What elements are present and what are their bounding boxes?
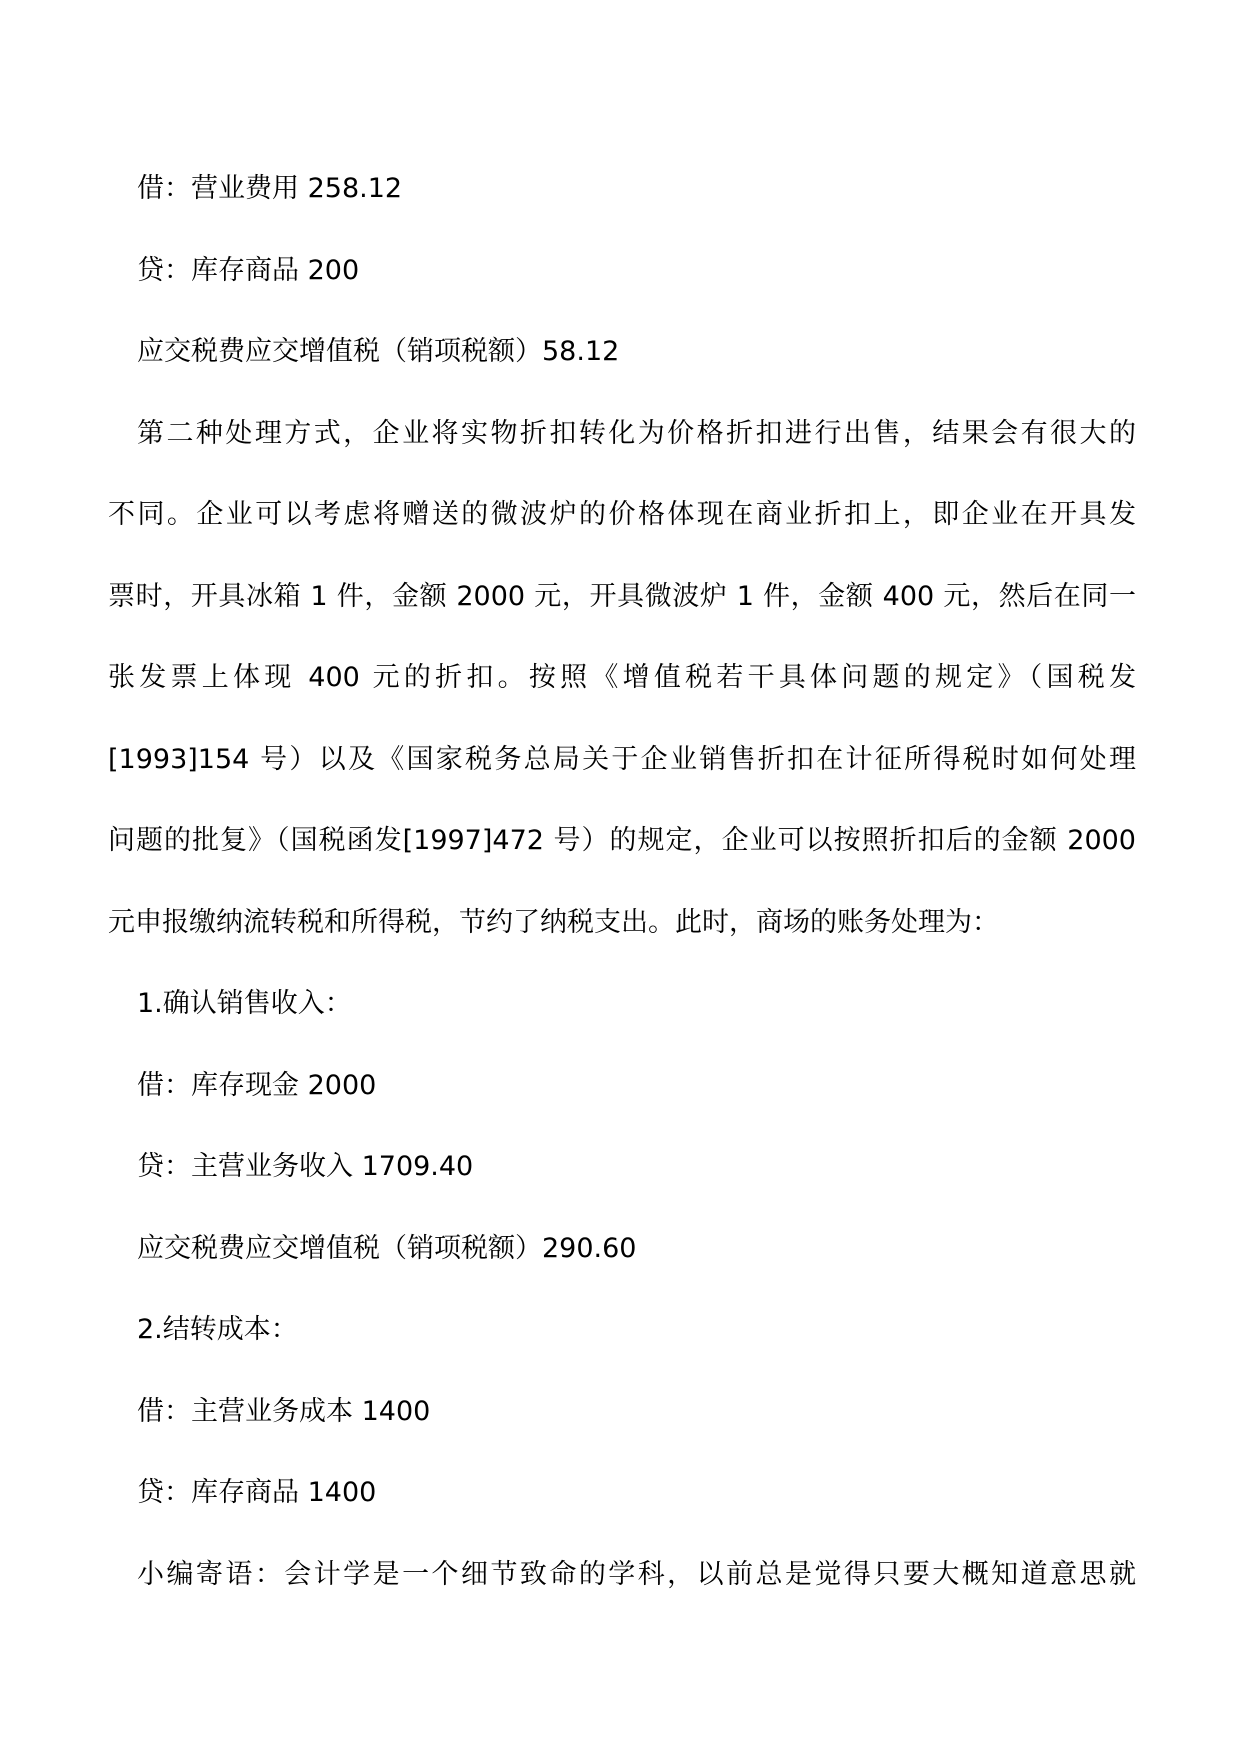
entry-credit-inventory: 贷：库存商品 200 [137, 254, 360, 286]
paragraph-line: 张发票上体现 400 元的折扣。按照《增值税若干具体问题的规定》（国税发 [108, 662, 1136, 693]
paragraph-line: 票时，开具冰箱 1 件，金额 2000 元，开具微波炉 1 件，金额 400 元，然后在同一 [108, 580, 1136, 612]
step-heading: 2.结转成本： [137, 1314, 298, 1345]
entry-debit-cost: 借：主营业务成本 1400 [137, 1395, 431, 1427]
entry-credit-inventory: 贷：库存商品 1400 [137, 1477, 377, 1508]
paragraph-line: 第二种处理方式，企业将实物折扣转化为价格折扣进行出售，结果会有很大的 [137, 417, 1136, 449]
document-page [108, 148, 1136, 1615]
paragraph-line: 不同。企业可以考虑将赠送的微波炉的价格体现在商业折扣上，即企业在开具发 [108, 499, 1136, 530]
entry-vat-output: 应交税费应交增值税（销项税额）290.60 [137, 1232, 637, 1264]
entry-debit-cash: 借：库存现金 2000 [137, 1069, 377, 1101]
step-heading: 1.确认销售收入： [137, 988, 352, 1019]
paragraph-line: [1993]154 号）以及《国家税务总局关于企业销售折扣在计征所得税时如何处理 [108, 743, 1136, 775]
entry-vat-output: 应交税费应交增值税（销项税额）58.12 [137, 336, 620, 367]
editor-note-line: 小编寄语：会计学是一个细节致命的学科，以前总是觉得只要大概知道意思就 [137, 1558, 1136, 1590]
entry-credit-revenue: 贷：主营业务收入 1709.40 [137, 1151, 474, 1182]
paragraph-line: 元申报缴纳流转税和所得税，节约了纳税支出。此时，商场的账务处理为： [108, 906, 999, 938]
paragraph-line: 问题的批复》（国税函发[1997]472 号）的规定，企业可以按照折扣后的金额 2000 [108, 825, 1136, 856]
entry-debit-operating-expense: 借：营业费用 258.12 [137, 173, 403, 204]
